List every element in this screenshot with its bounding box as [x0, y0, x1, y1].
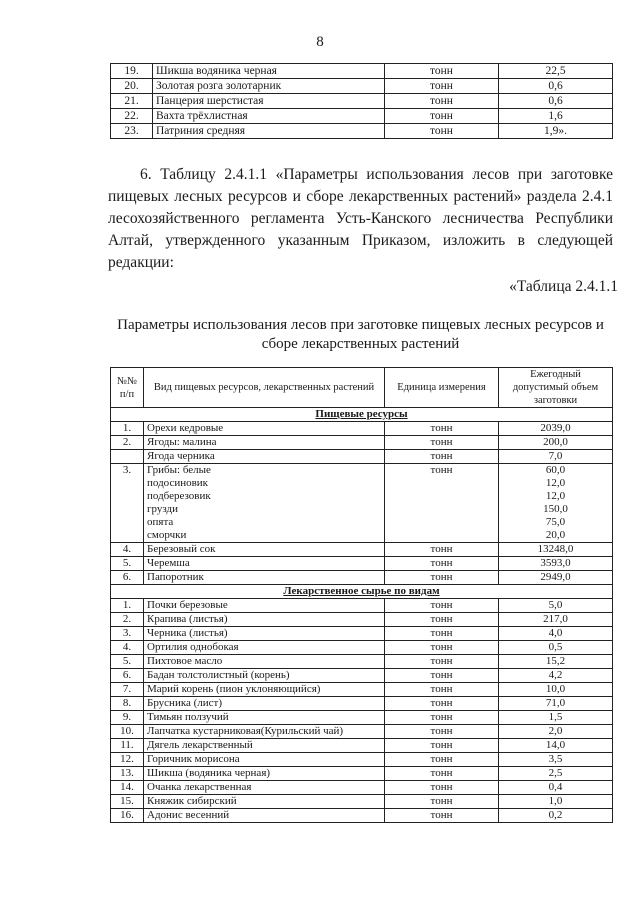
table-row [111, 767, 613, 781]
cell-unit: тонн [385, 767, 499, 781]
cell-value: 5,0 [499, 599, 613, 613]
cell-name: Почки березовые [144, 599, 385, 613]
table-row [111, 669, 613, 683]
cell-unit: тонн [385, 571, 499, 585]
table-row [111, 739, 613, 753]
header-value: Ежегодный допустимый объем заготовки [499, 368, 613, 408]
cell-value: 4,2 [499, 669, 613, 683]
cell-name: Шикша водяника черная [153, 64, 385, 79]
table-row [111, 655, 613, 669]
cell-value: 15,2 [499, 655, 613, 669]
top-table [110, 63, 613, 139]
table-row [111, 450, 613, 464]
cell-unit: тонн [385, 627, 499, 641]
cell-unit: тонн [385, 79, 499, 94]
cell-name: Березовый сок [144, 543, 385, 557]
cell-value: 10,0 [499, 683, 613, 697]
cell-value: 2,5 [499, 767, 613, 781]
cell-unit: тонн [385, 781, 499, 795]
cell-name: Черемша [144, 557, 385, 571]
cell-unit: тонн [385, 109, 499, 124]
cell-num: 23. [111, 124, 153, 139]
cell-num: 9. [111, 711, 144, 725]
cell-unit: тонн [385, 94, 499, 109]
cell-unit: тонн [385, 422, 499, 436]
cell-name: Ортилия однобокая [144, 641, 385, 655]
cell-num: 6. [111, 669, 144, 683]
cell-value: 0,5 [499, 641, 613, 655]
cell-num: 13. [111, 767, 144, 781]
cell-value: 0,6 [499, 94, 613, 109]
cell-num: 20. [111, 79, 153, 94]
cell-unit: тонн [385, 725, 499, 739]
cell-num: 19. [111, 64, 153, 79]
cell-unit: тонн [385, 450, 499, 464]
cell-value: 3,5 [499, 753, 613, 767]
mushroom-name: подберезовик [147, 490, 211, 502]
cell-unit: тонн [385, 464, 499, 543]
cell-value: 13248,0 [499, 543, 613, 557]
cell-name: Крапива (листья) [144, 613, 385, 627]
table-row [111, 641, 613, 655]
section-title: Лекарственное сырье по видам [111, 585, 613, 599]
cell-unit: тонн [385, 795, 499, 809]
cell-name: Ягода черника [144, 450, 385, 464]
cell-num: 3. [111, 627, 144, 641]
cell-value: 1,0 [499, 795, 613, 809]
cell-unit: тонн [385, 669, 499, 683]
cell-name: Патриния средняя [153, 124, 385, 139]
table-row [111, 124, 613, 139]
cell-name: Панцерия шерстистая [153, 94, 385, 109]
cell-name: Марий корень (пион уклоняющийся) [144, 683, 385, 697]
header-unit: Единица измерения [385, 368, 499, 408]
cell-num: 16. [111, 809, 144, 823]
cell-name: Бадан толстолистный (корень) [144, 669, 385, 683]
cell-unit: тонн [385, 599, 499, 613]
mushroom-value: 20,0 [545, 529, 566, 541]
table-row [111, 422, 613, 436]
cell-name: Шикша (водяника черная) [144, 767, 385, 781]
cell-num: 5. [111, 655, 144, 669]
cell-value: 14,0 [499, 739, 613, 753]
cell-num: 6. [111, 571, 144, 585]
cell-value: 217,0 [499, 613, 613, 627]
amendment-text: 6. Таблицу 2.4.1.1 «Параметры использования лесов при заготовке пищевых лесных ресурсов и сборе лекарственных растений» раздела 2.4.1 лесохозяйственного регламента Усть-Канского лесничества Республики Алтай, утвержденного указанным Приказом, изложить в следующей редакции: [108, 166, 613, 271]
table-row [111, 627, 613, 641]
cell-name: Черника (листья) [144, 627, 385, 641]
cell-unit: тонн [385, 683, 499, 697]
cell-num: 2. [111, 436, 144, 450]
cell-num: 4. [111, 543, 144, 557]
table-row [111, 543, 613, 557]
table-row [111, 109, 613, 124]
table-reference: «Таблица 2.4.1.1 [509, 278, 618, 295]
main-table [110, 367, 613, 823]
cell-value: 2949,0 [499, 571, 613, 585]
mushroom-name: грузди [147, 503, 178, 515]
cell-unit: тонн [385, 557, 499, 571]
table-row [111, 725, 613, 739]
cell-unit: тонн [385, 753, 499, 767]
cell-num: 15. [111, 795, 144, 809]
mushroom-name: подосиновик [147, 477, 209, 489]
table-row [111, 697, 613, 711]
header-num: №№ п/п [111, 368, 144, 408]
cell-value: 3593,0 [499, 557, 613, 571]
cell-num: 4. [111, 641, 144, 655]
cell-value: 0,6 [499, 79, 613, 94]
section-title: Пищевые ресурсы [111, 408, 613, 422]
cell-num: 11. [111, 739, 144, 753]
table-row [111, 436, 613, 450]
cell-name: Золотая розга золотарник [153, 79, 385, 94]
cell-value: 0,2 [499, 809, 613, 823]
cell-unit: тонн [385, 711, 499, 725]
cell-value: 1,5 [499, 711, 613, 725]
table-row [111, 711, 613, 725]
cell-unit: тонн [385, 64, 499, 79]
table-row [111, 571, 613, 585]
cell-value: 22,5 [499, 64, 613, 79]
cell-unit: тонн [385, 697, 499, 711]
cell-num: 1. [111, 422, 144, 436]
cell-name: Очанка лекарственная [144, 781, 385, 795]
mushroom-name: сморчки [147, 529, 187, 541]
section-medicinal [111, 585, 613, 599]
header-row [111, 368, 613, 408]
table-row [111, 753, 613, 767]
table-row [111, 599, 613, 613]
cell-num: 10. [111, 725, 144, 739]
cell-unit: тонн [385, 739, 499, 753]
cell-num: 1. [111, 599, 144, 613]
table-row [111, 683, 613, 697]
cell-name: Лапчатка кустарниковая(Курильский чай) [144, 725, 385, 739]
cell-unit: тонн [385, 436, 499, 450]
mushroom-value: 12,0 [545, 490, 566, 502]
mushroom-name: опята [147, 516, 174, 528]
cell-value: 1,9». [499, 124, 613, 139]
cell-num: 12. [111, 753, 144, 767]
cell-value: 71,0 [499, 697, 613, 711]
mushroom-value: 150,0 [543, 503, 568, 515]
cell-name [144, 464, 385, 543]
cell-name: Адонис весенний [144, 809, 385, 823]
cell-unit: тонн [385, 641, 499, 655]
cell-value: 2039,0 [499, 422, 613, 436]
table-row [111, 79, 613, 94]
table-row [111, 781, 613, 795]
cell-num [111, 450, 144, 464]
cell-num: 21. [111, 94, 153, 109]
table-title: Параметры использования лесов при заготовке пищевых лесных ресурсов и сборе лекарственных растений [117, 317, 604, 352]
table-row [111, 94, 613, 109]
cell-unit: тонн [385, 543, 499, 557]
cell-name: Пихтовое масло [144, 655, 385, 669]
table-row [111, 795, 613, 809]
table-row [111, 64, 613, 79]
mushroom-name: Грибы: белые [147, 464, 211, 476]
cell-unit: тонн [385, 809, 499, 823]
cell-name: Ягоды: малина [144, 436, 385, 450]
cell-value: 0,4 [499, 781, 613, 795]
cell-num: 5. [111, 557, 144, 571]
cell-value: 1,6 [499, 109, 613, 124]
cell-name: Орехи кедровые [144, 422, 385, 436]
table-row [111, 557, 613, 571]
amendment-paragraph [108, 164, 613, 274]
table-row [111, 613, 613, 627]
cell-num: 22. [111, 109, 153, 124]
header-name: Вид пищевых ресурсов, лекарственных растений [144, 368, 385, 408]
cell-num: 7. [111, 683, 144, 697]
cell-name: Тимьян ползучий [144, 711, 385, 725]
cell-name: Папоротник [144, 571, 385, 585]
cell-name: Дягель лекарственный [144, 739, 385, 753]
cell-unit: тонн [385, 124, 499, 139]
cell-num: 14. [111, 781, 144, 795]
cell-num: 8. [111, 697, 144, 711]
cell-unit: тонн [385, 613, 499, 627]
cell-num: 2. [111, 613, 144, 627]
table-row-mushrooms [111, 464, 613, 543]
table-row [111, 809, 613, 823]
cell-num: 3. [111, 464, 144, 543]
page-number: 8 [316, 34, 324, 50]
mushroom-value: 75,0 [545, 516, 566, 528]
mushroom-value: 60,0 [545, 464, 566, 476]
cell-value: 4,0 [499, 627, 613, 641]
cell-unit: тонн [385, 655, 499, 669]
cell-value: 2,0 [499, 725, 613, 739]
section-food-resources [111, 408, 613, 422]
mushroom-value: 12,0 [545, 477, 566, 489]
cell-name: Княжик сибирский [144, 795, 385, 809]
cell-value: 7,0 [499, 450, 613, 464]
cell-name: Брусника (лист) [144, 697, 385, 711]
cell-name: Горичник морисона [144, 753, 385, 767]
cell-value [499, 464, 613, 543]
cell-value: 200,0 [499, 436, 613, 450]
cell-name: Вахта трёхлистная [153, 109, 385, 124]
